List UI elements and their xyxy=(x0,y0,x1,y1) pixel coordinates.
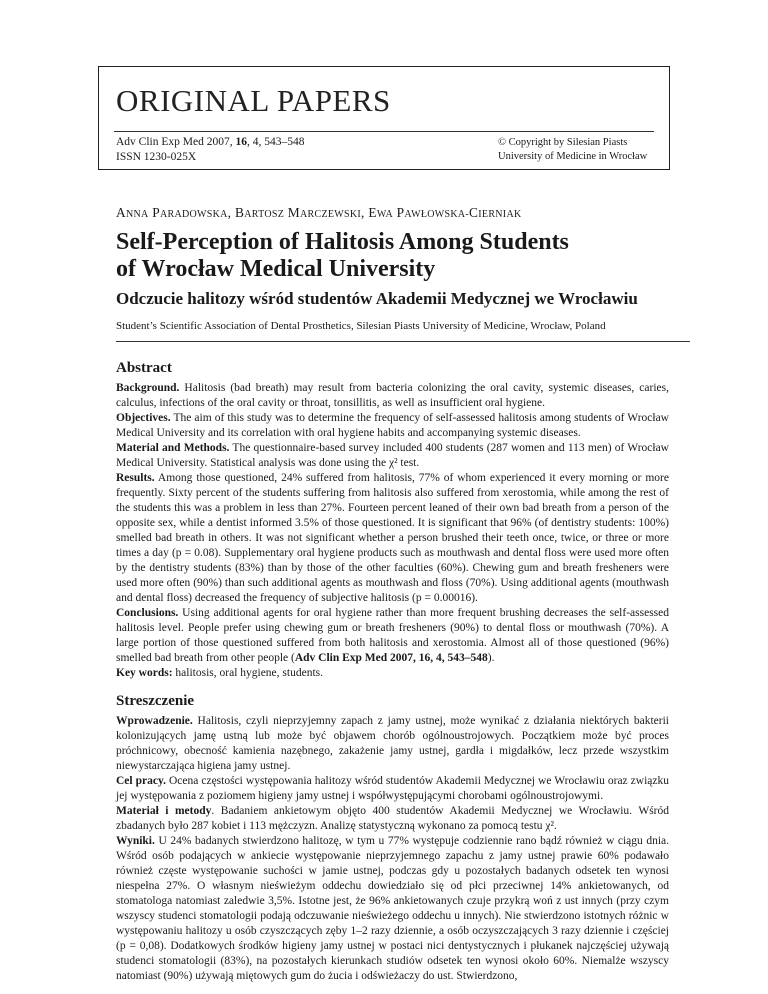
abstract-background: Background. Halitosis (bad breath) may result from bacteria colonizing the oral cavity, systemic diseases, caries, calculus, infections of the oral cavity or throat, tonsillitis, as well as insufficient oral hygiene. xyxy=(116,382,669,409)
affiliation: Student’s Scientific Association of Dental Prosthetics, Silesian Piasts University of Medicine, Wrocław, Poland xyxy=(116,320,606,332)
journal-header-box xyxy=(98,66,670,170)
abstract-results: Results. Among those questioned, 24% suffered from halitosis, 77% of whom experienced it every morning or more frequently. Sixty percent of the students suffering from halitosis also suffered from xerostomia, while among the rest of the students this was a problem in less than 27%. Fourteen percent leaned of their own bad breath from a person of the opposite sex, while a dentist informed 3.5% of those questioned. It is significant that 96% (of dentistry students: 100%) smelled bad breath in others. It was not significant whether a person brushed their teeth once, twice, or three or more times a day (p = 0.08). Supplementary oral hygiene products such as mouthwash and dental floss were used more often by the dentistry students (83%) than by those of the other faculties (60%). Chewing gum and breath fresheners were used more often (90%) than such additional agents as mouthwash and floss (70%). Using additional agents (mouthwash and dental floss) decreased the frequency of subjective halitosis (p = 0.00016). xyxy=(116,472,669,604)
copyright-line-1: © Copyright by Silesian Piasts xyxy=(498,137,628,148)
issn-line: ISSN 1230-025X xyxy=(116,151,197,163)
header-divider xyxy=(114,131,654,132)
streszczenie-cel: Cel pracy. Ocena częstości występowania halitozy wśród studentów Akademii Medycznej we Wrocławiu oraz związku jej występowania z poziomem higieny jamy ustnej i współwystępującymi chorobami ogólnoustrojowymi. xyxy=(116,775,669,802)
streszczenie-body xyxy=(116,714,669,984)
copyright-block xyxy=(498,136,647,164)
keywords: Key words: halitosis, oral hygiene, students. xyxy=(116,667,323,679)
author-1: ANNA PARADOWSKA xyxy=(116,205,228,220)
title-line-2: of Wrocław Medical University xyxy=(116,256,436,282)
abstract-heading: Abstract xyxy=(116,360,172,376)
author-list: ANNA PARADOWSKA, BARTOSZ MARCZEWSKI, EWA PAWŁOWSKA-CIERNIAK xyxy=(116,205,522,220)
copyright-line-2: University of Medicine in Wrocław xyxy=(498,151,648,162)
citation-block xyxy=(116,135,304,165)
streszczenie-wprowadzenie: Wprowadzenie. Halitosis, czyli nieprzyjemny zapach z jamy ustnej, może wynikać z działania niektórych bakterii kolonizujących jamę ustną lub może być objawem chorób ogólnoustrojowych. Początkiem może być proces próchnicowy, obecność kamienia nazębnego, zakażenie jamy ustnej, gardła i migdałków, lecz przede wszystkim niewystarczająca higiena jamy ustnej. xyxy=(116,715,669,772)
streszczenie-wyniki: Wyniki. U 24% badanych stwierdzono halitozę, w tym u 77% występuje codziennie rano bądź również w ciągu dnia. Wśród osób podających w ankiecie występowanie nieprzyjemnego zapachu z jamy ustnej prawie 60% podawało również częste występowanie suchości w jamie ustnej, podczas gdy u pozostałych badanych odsetek ten wynosi niespełna 27%. O własnym nieświeżym oddechu dowiedziało się od płci przeciwnej 14% ankietowanych, od stomatologa natomiast zaledwie 3,5%. Istotne jest, że 96% ankietowanych czuje przykrą woń z ust innych (przy czym wszyscy studenci stomatologii podają odczuwanie nieświeżego oddechu u innych). Nie stwierdzono istotnych różnic w występowaniu halitozy u osób czyszczących zęby 1–2 razy dziennie, a osób oczyszczających 3 razy dziennie i częściej (p = 0,08). Dodatkowych środków higieny jamy ustnej w postaci nici dentystycznych i płukanek najczęściej używają studenci stomatologii (83%), na pozostałych kierunkach studiów odsetek ten wynosi około 60%. Niemalże wszyscy natomiast (90%) używają miętowych gum do żucia i odświeżaczy do ust. Stwierdzono, xyxy=(116,835,669,982)
article-title xyxy=(116,229,569,283)
streszczenie-heading: Streszczenie xyxy=(116,693,195,709)
author-3: EWA PAWŁOWSKA-CIERNIAK xyxy=(368,205,522,220)
polish-title: Odczucie halitozy wśród studentów Akademii Medycznej we Wrocławiu xyxy=(116,289,638,308)
abstract-body xyxy=(116,381,669,666)
section-title: ORIGINAL PAPERS xyxy=(116,83,391,118)
citation-line: Adv Clin Exp Med 2007, 16, 4, 543–548 xyxy=(116,136,305,148)
abstract-top-rule xyxy=(116,341,690,342)
author-2: BARTOSZ MARCZEWSKI xyxy=(234,205,362,220)
abstract-methods: Material and Methods. The questionnaire-based survey included 400 students (287 women and 113 men) of Wrocław Medical University. Statistical analysis was done using the χ² test. xyxy=(116,442,669,469)
abstract-objectives: Objectives. The aim of this study was to determine the frequency of self-assessed halitosis among students of Wrocław Medical University and its correlation with oral hygiene habits and accompanying systemic diseases. xyxy=(116,412,669,439)
streszczenie-metody: Materiał i metody. Badaniem ankietowym objęto 400 studentów Akademii Medycznej we Wrocławiu. Wśród zbadanych było 287 kobiet i 113 mężczyzn. Analizę statystyczną wykonano za pomocą testu χ². xyxy=(116,805,670,832)
title-line-1: Self-Perception of Halitosis Among Students xyxy=(116,229,569,255)
abstract-conclusions: Conclusions. Using additional agents for oral hygiene rather than more frequent brushing decreases the self-assessed halitosis level. People prefer using chewing gum or breath fresheners (90%) to dental floss or mouthwash (70%). A large portion of those questioned suffered from both halitosis and xerostomia. Almost all of those questioned (96%) smelled bad breath from other people (Adv Clin Exp Med 2007, 16, 4, 543–548). xyxy=(116,607,669,664)
